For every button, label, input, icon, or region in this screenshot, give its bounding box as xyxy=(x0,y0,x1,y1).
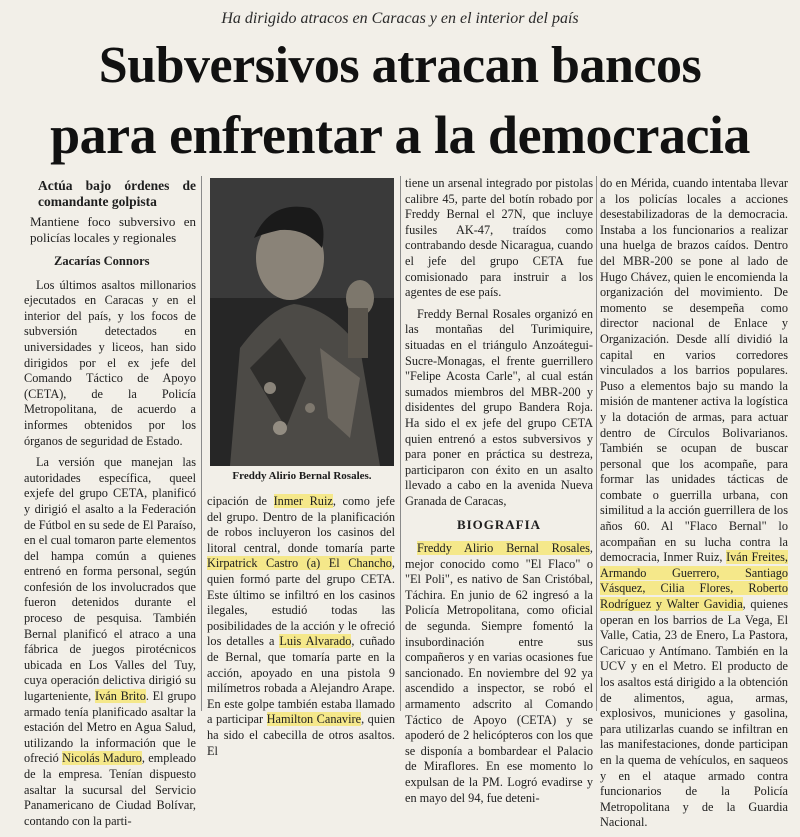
headline-line-1: Subversivos atracan bancos xyxy=(98,37,702,94)
headline-line-2: para enfrentar a la democracia xyxy=(50,105,750,165)
col1-paragraph-2 xyxy=(24,455,196,829)
column-1 xyxy=(24,178,196,835)
highlight-freddy-bernal: Freddy Alirio Bernal Rosales xyxy=(417,541,590,556)
column-rule-2 xyxy=(400,176,401,711)
subhead-1: Actúa bajo órdenes de comandante golpista xyxy=(38,178,196,209)
portrait-illustration xyxy=(210,178,394,466)
portrait-photo xyxy=(210,178,394,466)
col1-text-b: . El grupo armado tenía planificado asaltar la estación del Metro en Agua Salud, utilizando la información que le ofreció xyxy=(24,689,197,766)
photo-caption: Freddy Alirio Bernal Rosales. xyxy=(232,470,372,482)
byline: Zacarías Connors xyxy=(54,254,150,268)
column-2 xyxy=(207,494,395,765)
highlight-names-list: Iván Freites, Armando Guerrero, Santiago Vásquez, Cilia Flores, Roberto Rodríguez y Walter Gavidia xyxy=(600,550,789,612)
col4-text-b: , quienes operan en los barrios de La Vega, El Valle, Catia, 23 de Enero, La Pastora, Caricuao y Antímano. También en la UCV y en el Metro. El producto de los asaltos está dirigido a la obtención de alimentos, agua, armas, explosivos, municiones y gasolina, para utilizarlas cuando se infiltran en las manifestaciones, donde participan en la quema de vehículos, en saqueos y en el ataque armado contra funcionarios de la Policía Metropolitana y de la Guardia Nacional. xyxy=(600,597,788,830)
col3-paragraph-1: tiene un arsenal integrado por pistolas calibre 45, parte del botín robado por Freddy Bernal el 27N, que incluye fusiles AK-47, traídos como contrabando desde Nicaragua, cuando el jefe del grupo CETA fue comisionado para instruir a los agentes de ese país. xyxy=(405,176,593,300)
col2-text-a: cipación de xyxy=(207,494,274,508)
column-rule-1 xyxy=(201,176,202,711)
col2-text-c: , quien formó parte del grupo CETA. Este último se infiltró en los casinos ilegales, estudió todas las posibilidades de la acción y le ofreció los detalles a xyxy=(207,556,395,649)
kicker: Ha dirigido atracos en Caracas y en el interior del país xyxy=(221,10,579,27)
highlight-nicolas-maduro: Nicolás Maduro xyxy=(62,751,142,766)
highlight-inmer-ruiz: Inmer Ruiz xyxy=(273,494,333,508)
highlight-ivan-brito: Iván Brito xyxy=(95,689,146,704)
col3-text: , mejor conocido como "El Flaco" o "El Poli", es nativo de San Cristóbal, Táchira. En junio de 62 ingresó a la Policía Metropolitana, como oficial de segunda. Siempre fomentó la insubordinación entre sus compañeros y en varias ocasiones fue sancionado. En noviembre del 92 ya ascendido a inspector, se robó el armamento adscrito al Comando Táctico de Apoyo (CETA) y se apoderó de 2 helicópteros con los que se disponía a bombardear el Palacio de Miraflores. En ese momento lo expulsan de la PM. Logró evadirse y en mayo del 94, fue deteni- xyxy=(405,541,593,805)
column-4 xyxy=(600,176,788,837)
section-heading-biografia: BIOGRAFIA xyxy=(456,517,542,533)
column-rule-3 xyxy=(596,176,597,711)
col1-text-c: , empleado de la empresa. Tenían dispuesto asaltar la sucursal del Servicio Panamericano de Ciudad Bolívar, contando con la parti- xyxy=(24,751,196,828)
highlight-kirpatrick-castro: Kirpatrick Castro (a) El Chancho xyxy=(207,556,392,571)
col2-paragraph xyxy=(207,494,395,759)
col4-text-a: do en Mérida, cuando intentaba llevar a los policías locales a acciones desestabilizadoras de la democracia. Instaba a los funcionarios a realizar una huelga de brazos caídos. Dentro del MBR-200 se pone al lado de Hugo Chávez, quien le encomienda la organización del movimiento. De momento se desempeña como director nacional de Enlace y Organización. Desde allí dividió la capital en varios corredores vinculados a los barrios populares. Puso a elementos bajo su mando la misión de mantener activa la logística y la dotación de armas, para actuar dentro de Círculos Bolivarianos. También se ocupan de buscar personal que los acompañe, para formar las unidades tácticas de combate o guerrilla urbana, con similitud a la acción guerrillera de los años 60. Al "Flaco Bernal" lo acompañan en su lucha contra la democracia, Inmer Ruiz, xyxy=(600,176,788,565)
col1-paragraph-1: Los últimos asaltos millonarios ejecutados en Caracas y en el interior del país, y los focos de subversión detectados en universidades y liceos, han sido dirigidos por el ex jefe del Comando Táctico de Apoyo (CETA), de la Policía Metropolitana, de acuerdo a informes obtenidos por los órganos de seguridad de Estado. xyxy=(24,277,196,448)
highlight-hamilton-canavire: Hamilton Canavire xyxy=(266,712,362,727)
col2-text-e: , quien ha sido el cabecilla de otros asaltos. El xyxy=(207,712,396,758)
col4-paragraph xyxy=(600,176,788,831)
col1-text-a: La versión que manejan las autoridades específica, queel exjefe del grupo CETA, planificó y dirigió el asalto a la Federación de Fútbol en su sede de El Paraíso, en el cual tomaron parte elementos del hampa común a quienes entrenó en forma personal, según confesión de los involucrados que fueron detenidos durante el proceso de pesquisa. También Bernal planificó el atraco a una fábrica de juegos pirotécnicos ubicada en Los Valles del Tuy, cuya operación delictiva dirigió su lugarteniente, xyxy=(24,455,196,704)
col3-paragraph-3 xyxy=(405,541,593,806)
highlight-luis-alvarado: Luis Alvarado xyxy=(279,634,352,649)
col2-text-b: , como jefe del grupo. Dentro de la planificación de robos incluyeron los casinos del litoral central, donde tomaría parte xyxy=(207,494,395,555)
col2-text-d: , cuñado de Bernal, que tomaría parte en la acción, apoyado en una pistola 9 milímetros robada a Alejandro Arape. En este golpe también estaba llamado a participar xyxy=(207,634,395,727)
col3-paragraph-2: Freddy Bernal Rosales organizó en las montañas del Turimiquire, situadas en el triángulo Anzoátegui-Sucre-Monagas, el frente guerrillero "Felipe Acosta Carle", al cual están sumados miembros del MBR-200 y disidentes del grupo Bandera Roja. Ha sido el ex jefe del grupo CETA quien entrenó a estos subversivos y para poner en práctica su destreza, participaron con éxito en un asalto llevado a cabo en la avenida Nueva Granada de Caracas, xyxy=(405,306,593,508)
subhead-2: Mantiene foco subversivo en policías locales y regionales xyxy=(30,214,196,245)
